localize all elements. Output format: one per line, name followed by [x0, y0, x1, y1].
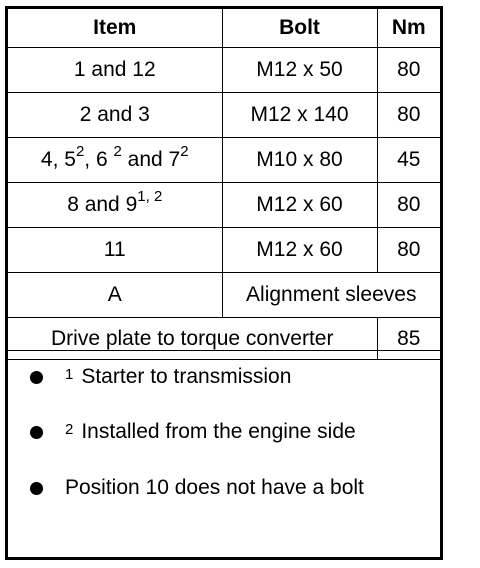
item-cell: 11: [8, 228, 222, 273]
item-text: , 6: [84, 148, 114, 171]
item-text: 4, 5: [40, 148, 76, 171]
bolt-cell: M10 x 80: [222, 138, 377, 183]
torque-table: [8, 9, 440, 360]
item-cell: 2 and 3: [8, 93, 222, 138]
table-row: [8, 228, 440, 273]
note-text: Installed from the engine side: [81, 420, 356, 443]
footnote-ref: 2: [113, 143, 122, 160]
header-bolt: Bolt: [222, 9, 377, 48]
note-item: [30, 476, 364, 500]
table-row: [8, 273, 440, 318]
table-row: [8, 93, 440, 138]
note-item: $^1$ Starter to transmission: [30, 365, 291, 389]
bullet-icon: [30, 371, 43, 384]
bolt-cell: M12 x 140: [222, 93, 377, 138]
nm-cell: 80: [377, 183, 440, 228]
item-cell: [8, 138, 222, 183]
note-text: Position 10 does not have a bolt: [65, 476, 364, 499]
bolt-cell: M12 x 60: [222, 228, 377, 273]
drive-plate-cell: Drive plate to torque converter: [8, 318, 377, 360]
nm-cell: 80: [377, 48, 440, 93]
table-row: [8, 138, 440, 183]
header-row: [8, 9, 440, 48]
footnote-ref: 2: [75, 143, 85, 160]
header-item: Item: [8, 9, 222, 48]
bullet-icon: [30, 482, 43, 495]
bolt-cell: M12 x 60: [222, 183, 377, 228]
table-row: [8, 318, 440, 360]
footnote-ref: 1, 2: [137, 188, 163, 205]
torque-spec-sheet: [5, 6, 443, 560]
nm-cell: 80: [377, 228, 440, 273]
item-text: and 7: [121, 148, 181, 171]
header-nm: Nm: [377, 9, 440, 48]
note-text: Starter to transmission: [81, 365, 292, 388]
notes-section: [8, 350, 440, 499]
bolt-cell: M12 x 50: [222, 48, 377, 93]
footnote-ref: 2: [180, 143, 189, 160]
alignment-sleeves-cell: Alignment sleeves: [222, 273, 440, 318]
bullet-icon: [30, 426, 43, 439]
table-row: [8, 183, 440, 228]
note-item: $^2$ Installed from the engine side: [30, 420, 356, 444]
item-text: 8 and 9: [67, 193, 138, 216]
item-cell: [8, 183, 222, 228]
item-cell: 1 and 12: [8, 48, 222, 93]
nm-cell: 80: [377, 93, 440, 138]
item-cell: A: [8, 273, 222, 318]
nm-cell: 85: [377, 318, 440, 360]
nm-cell: 45: [377, 138, 440, 183]
table-row: [8, 48, 440, 93]
